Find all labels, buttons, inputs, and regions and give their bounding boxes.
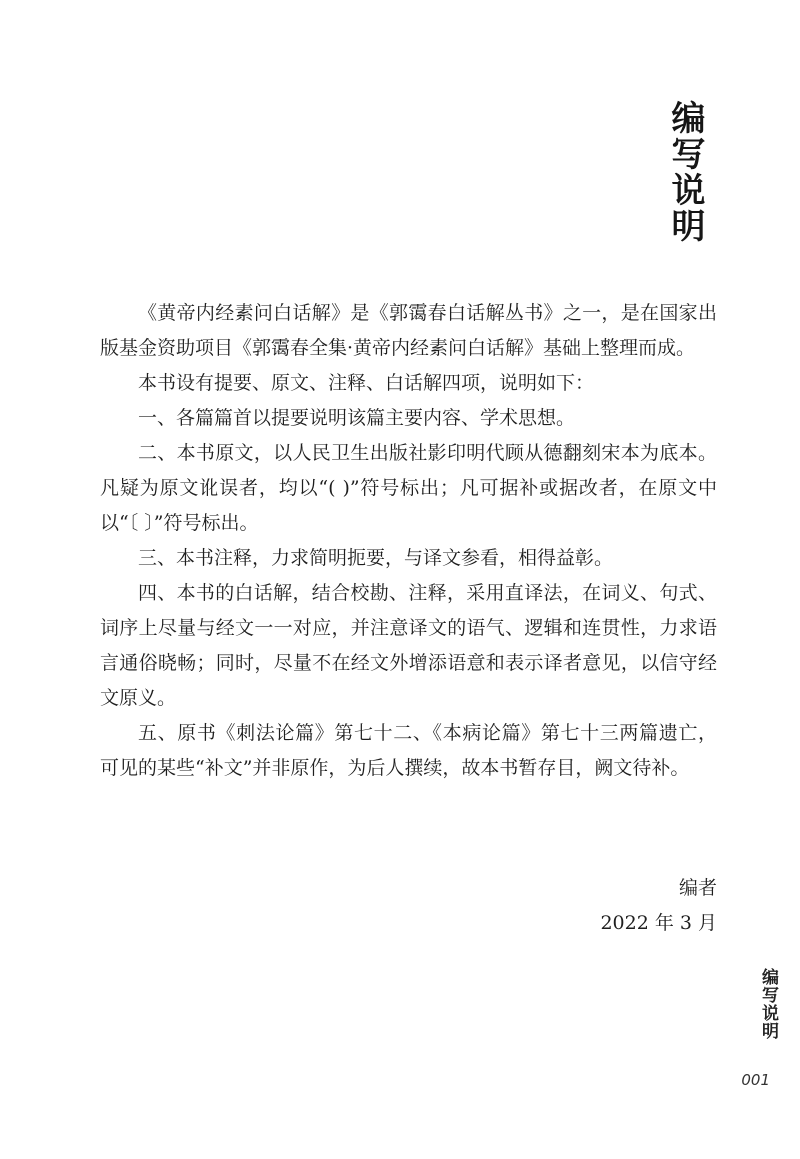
signature-block <box>500 871 717 941</box>
running-section-title: 编写说明 <box>758 968 778 1040</box>
paragraph-item-4: 四、本书的白话解，结合校勘、注释，采用直译法，在词义、句式、词序上尽量与经文一一对应，并注意译文的语气、逻辑和连贯性，力求语言通俗晓畅；同时，尽量不在经文外增添语意和表示译者意见，以信守经文原义。 <box>100 582 717 709</box>
signature-author: 编者 <box>678 877 717 899</box>
paragraph-item-3: 三、本书注释，力求简明扼要，与译文参看，相得益彰。 <box>138 547 614 569</box>
paragraph-intro: 《黄帝内经素问白话解》是《郭霭春白话解丛书》之一，是在国家出版基金资助项目《郭霭春全集·黄帝内经素问白话解》基础上整理而成。 <box>100 302 717 359</box>
paragraph-item-5: 五、原书《刺法论篇》第七十二、《本病论篇》第七十三两篇遗亡，可见的某些“补文”并非原作，为后人撰续，故本书暂存目，阙文待补。 <box>100 722 717 779</box>
signature-date: 2022 年 3 月 <box>600 912 717 934</box>
page-number: 001 <box>741 1071 770 1089</box>
body-text <box>100 296 717 786</box>
paragraph-overview: 本书设有提要、原文、注释、白话解四项，说明如下： <box>138 372 595 394</box>
page-title: 编写说明 <box>665 100 705 244</box>
paragraph-item-1: 一、各篇篇首以提要说明该篇主要内容、学术思想。 <box>138 407 576 429</box>
paragraph-item-2: 二、本书原文，以人民卫生出版社影印明代顾从德翻刻宋本为底本。凡疑为原文讹误者，均以“( )”符号标出；凡可据补或据改者，在原文中以“〔 〕”符号标出。 <box>100 442 717 534</box>
